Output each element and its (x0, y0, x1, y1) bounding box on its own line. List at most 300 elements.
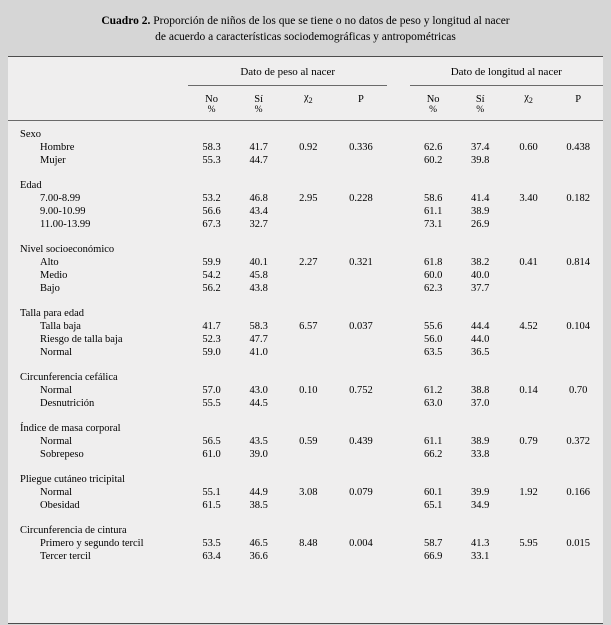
section-empty-cell (410, 364, 457, 384)
cell-length-si: 38.9 (471, 205, 490, 217)
cell-length-p (553, 205, 603, 218)
pct-si-length: % (476, 104, 485, 115)
section-empty-cell (334, 466, 387, 486)
cell-weight-chi (282, 205, 334, 218)
pct-p-weight-blank (334, 105, 387, 119)
section-empty-cell (282, 517, 334, 537)
empty-corner-3 (8, 105, 188, 119)
row-gap (387, 282, 409, 295)
cell-weight-p: 0.336 (349, 141, 373, 153)
cell-weight-chi (282, 397, 334, 410)
row-gap (387, 550, 409, 563)
cell-weight-p: 0.321 (349, 256, 373, 268)
section-empty-cell (457, 172, 504, 192)
row-label: Obesidad (40, 499, 80, 511)
pct-p-length-blank (553, 105, 603, 119)
col-header-p-weight: P (357, 93, 364, 105)
cell-weight-si: 46.8 (249, 192, 268, 204)
cell-weight-chi: 2.95 (299, 192, 318, 204)
group-header-row (8, 57, 603, 86)
cell-weight-si: 43.8 (249, 282, 268, 294)
row-label: Mujer (40, 154, 66, 166)
table-row (8, 346, 603, 359)
section-empty-cell (188, 466, 235, 486)
cell-weight-p: 0.228 (349, 192, 373, 204)
section-empty-cell (282, 415, 334, 435)
section-empty-cell (410, 120, 457, 141)
section-label: Nivel socioeconómico (20, 243, 115, 255)
section-empty-cell (410, 466, 457, 486)
empty-corner-2 (8, 85, 188, 105)
section-empty-cell (387, 517, 409, 537)
section-empty-cell (282, 172, 334, 192)
section-empty-cell (387, 236, 409, 256)
cell-length-chi (504, 550, 554, 563)
section-empty-cell (410, 236, 457, 256)
cell-length-chi (504, 448, 554, 461)
section-empty-cell (410, 300, 457, 320)
section-header-row (8, 415, 603, 435)
cell-length-no: 61.1 (423, 435, 443, 447)
group-header-weight: Dato de peso al nacer (188, 57, 387, 86)
cell-weight-si: 43.0 (249, 384, 268, 396)
row-gap (387, 269, 409, 282)
cell-weight-p: 0.037 (349, 320, 373, 332)
table-row (8, 550, 603, 563)
row-gap (387, 384, 409, 397)
cell-weight-si: 38.5 (249, 499, 268, 511)
cell-weight-chi (282, 218, 334, 231)
table-container (8, 56, 603, 624)
cell-length-no: 58.6 (423, 192, 443, 204)
cell-weight-p: 0.004 (349, 537, 373, 549)
section-label: Circunferencia de cintura (20, 524, 127, 536)
cell-length-si: 33.8 (471, 448, 490, 460)
cell-length-p (553, 154, 603, 167)
cell-length-chi (504, 346, 554, 359)
section-empty-cell (387, 172, 409, 192)
col-header-chi-weight: $\chi_2$ (303, 91, 313, 105)
cell-weight-p: 0.752 (349, 384, 373, 396)
cell-length-si: 39.9 (471, 486, 490, 498)
cell-length-p (553, 282, 603, 295)
cell-weight-no: 59.0 (202, 346, 221, 358)
cell-length-p: 0.438 (566, 141, 591, 153)
row-gap (387, 154, 409, 167)
cell-length-chi (504, 282, 554, 295)
cell-length-p (553, 269, 603, 282)
section-empty-cell (457, 517, 504, 537)
cell-weight-chi (282, 333, 334, 346)
cell-length-p: 0.166 (566, 486, 591, 498)
cell-length-p: 0.372 (566, 435, 591, 447)
table-row (8, 269, 603, 282)
cell-weight-si: 43.5 (249, 435, 268, 447)
cell-length-p: 0.104 (566, 320, 591, 332)
cell-weight-si: 44.5 (249, 397, 268, 409)
cell-length-p (553, 333, 603, 346)
row-gap (387, 537, 409, 550)
section-label: Índice de masa corporal (20, 422, 121, 434)
cell-length-no: 66.9 (423, 550, 443, 562)
table-row (8, 205, 603, 218)
row-label: Hombre (40, 141, 75, 153)
table-body (8, 120, 603, 568)
section-header-row (8, 300, 603, 320)
data-table (8, 57, 603, 568)
cell-length-no: 56.0 (423, 333, 443, 345)
cell-weight-si: 45.8 (249, 269, 268, 281)
section-empty-cell (553, 364, 603, 384)
cell-weight-no: 56.5 (202, 435, 221, 447)
section-empty-cell (334, 300, 387, 320)
row-label: Tercer tercil (40, 550, 91, 562)
cell-length-si: 39.8 (471, 154, 490, 166)
pct-no-length: % (429, 104, 438, 115)
cell-length-si: 36.5 (471, 346, 490, 358)
row-label: Talla baja (40, 320, 81, 332)
cell-length-no: 55.6 (423, 320, 443, 332)
section-empty-cell (334, 120, 387, 141)
cell-weight-p (334, 205, 387, 218)
row-gap (387, 448, 409, 461)
cell-weight-si: 46.5 (249, 537, 268, 549)
cell-weight-si: 43.4 (249, 205, 268, 217)
cell-weight-si: 44.9 (249, 486, 268, 498)
row-label: Desnutrición (40, 397, 95, 409)
section-empty-cell (457, 300, 504, 320)
cell-weight-p (334, 282, 387, 295)
section-empty-cell (188, 300, 235, 320)
cell-length-p (553, 550, 603, 563)
section-empty-cell (457, 120, 504, 141)
section-empty-cell (188, 415, 235, 435)
row-label: Medio (40, 269, 68, 281)
section-empty-cell (334, 172, 387, 192)
cell-weight-no: 55.1 (202, 486, 221, 498)
table-row (8, 333, 603, 346)
cell-weight-p (334, 333, 387, 346)
cell-length-si: 34.9 (471, 499, 490, 511)
cell-weight-no: 59.9 (202, 256, 221, 268)
cell-length-si: 41.4 (471, 192, 490, 204)
cell-length-chi (504, 205, 554, 218)
section-empty-cell (410, 172, 457, 192)
section-empty-cell (387, 120, 409, 141)
cell-length-no: 73.1 (423, 218, 443, 230)
cell-length-no: 62.3 (423, 282, 443, 294)
cell-length-p (553, 346, 603, 359)
section-empty-cell (235, 120, 282, 141)
cell-weight-chi (282, 346, 334, 359)
section-empty-cell (188, 236, 235, 256)
section-empty-cell (334, 517, 387, 537)
section-empty-cell (334, 415, 387, 435)
section-empty-cell (235, 236, 282, 256)
cell-weight-p (334, 218, 387, 231)
section-empty-cell (504, 172, 554, 192)
cell-length-chi: 5.95 (519, 537, 538, 549)
cell-length-chi: 0.79 (519, 435, 538, 447)
table-row (8, 192, 603, 205)
section-empty-cell (387, 364, 409, 384)
section-empty-cell (387, 300, 409, 320)
section-label: Pliegue cutáneo tricipital (20, 473, 125, 485)
cell-weight-chi (282, 550, 334, 563)
cell-weight-no: 54.2 (202, 269, 221, 281)
row-gap (387, 397, 409, 410)
cell-length-si: 40.0 (471, 269, 490, 281)
pct-no-weight: % (207, 104, 216, 115)
cell-weight-p (334, 550, 387, 563)
cell-length-si: 33.1 (471, 550, 490, 562)
cell-length-chi (504, 333, 554, 346)
column-header-row (8, 85, 603, 105)
row-label: 11.00-13.99 (40, 218, 91, 230)
section-empty-cell (235, 415, 282, 435)
col-header-si-weight: Sí (254, 93, 263, 105)
pct-chi-length-blank (504, 105, 554, 119)
cell-weight-chi (282, 282, 334, 295)
col-header-p-length: P (575, 93, 582, 105)
section-empty-cell (235, 364, 282, 384)
cell-length-chi (504, 397, 554, 410)
section-empty-cell (553, 517, 603, 537)
cell-length-no: 61.8 (423, 256, 443, 268)
cell-length-p: 0.70 (569, 384, 588, 396)
row-gap (387, 435, 409, 448)
section-empty-cell (504, 517, 554, 537)
cell-length-no: 61.1 (423, 205, 443, 217)
cell-weight-no: 67.3 (202, 218, 221, 230)
section-empty-cell (235, 466, 282, 486)
cell-weight-no: 56.2 (202, 282, 221, 294)
cell-weight-no: 56.6 (202, 205, 221, 217)
table-row (8, 499, 603, 512)
row-label: Bajo (40, 282, 60, 294)
table-row (8, 282, 603, 295)
cell-length-si: 37.7 (471, 282, 490, 294)
section-empty-cell (282, 466, 334, 486)
section-empty-cell (457, 415, 504, 435)
section-empty-cell (235, 300, 282, 320)
section-spacer (8, 563, 603, 568)
table-row (8, 154, 603, 167)
section-empty-cell (504, 364, 554, 384)
cell-weight-chi: 0.59 (299, 435, 318, 447)
cell-weight-si: 39.0 (249, 448, 268, 460)
section-empty-cell (553, 236, 603, 256)
cell-length-chi (504, 154, 554, 167)
cell-weight-chi (282, 499, 334, 512)
cell-length-no: 58.7 (423, 537, 443, 549)
section-empty-cell (282, 364, 334, 384)
cell-weight-chi: 2.27 (299, 256, 318, 268)
row-gap (387, 499, 409, 512)
cell-weight-p (334, 346, 387, 359)
group-gap (387, 57, 409, 86)
section-header-row (8, 364, 603, 384)
cell-length-chi: 0.41 (519, 256, 538, 268)
cell-weight-no: 53.5 (202, 537, 221, 549)
cell-length-si: 38.2 (471, 256, 490, 268)
section-empty-cell (457, 466, 504, 486)
section-empty-cell (282, 120, 334, 141)
row-label: Normal (40, 384, 73, 396)
section-empty-cell (188, 517, 235, 537)
cell-weight-no: 57.0 (202, 384, 221, 396)
cell-length-chi (504, 499, 554, 512)
section-header-row (8, 236, 603, 256)
section-empty-cell (553, 415, 603, 435)
cell-length-p (553, 218, 603, 231)
section-empty-cell (553, 300, 603, 320)
group-gap-2 (387, 85, 409, 105)
cell-weight-no: 55.3 (202, 154, 221, 166)
cell-length-si: 38.8 (471, 384, 490, 396)
section-empty-cell (188, 364, 235, 384)
row-label: Primero y segundo tercil (40, 537, 144, 549)
caption-line-2: de acuerdo a características sociodemográficas y antropométricas (155, 31, 456, 44)
cell-weight-si: 41.0 (249, 346, 268, 358)
section-empty-cell (282, 300, 334, 320)
row-label: 7.00-8.99 (40, 192, 81, 204)
section-empty-cell (387, 415, 409, 435)
section-label: Edad (20, 179, 42, 191)
cell-weight-si: 36.6 (249, 550, 268, 562)
cell-weight-si: 32.7 (249, 218, 268, 230)
cell-weight-p (334, 269, 387, 282)
cell-length-chi: 0.14 (519, 384, 538, 396)
cell-weight-no: 61.5 (202, 499, 221, 511)
cell-weight-p: 0.439 (349, 435, 373, 447)
section-empty-cell (504, 415, 554, 435)
table-row (8, 320, 603, 333)
spacer-cell (8, 563, 603, 568)
cell-length-p (553, 397, 603, 410)
cell-length-si: 38.9 (471, 435, 490, 447)
section-empty-cell (553, 120, 603, 141)
cell-weight-no: 61.0 (202, 448, 221, 460)
cell-weight-chi (282, 269, 334, 282)
row-label: Riesgo de talla baja (40, 333, 123, 345)
cell-length-no: 60.1 (423, 486, 443, 498)
cell-length-no: 62.6 (423, 141, 443, 153)
section-empty-cell (410, 415, 457, 435)
cell-length-chi (504, 269, 554, 282)
table-row (8, 218, 603, 231)
cell-length-chi: 3.40 (519, 192, 538, 204)
cell-length-si: 26.9 (471, 218, 490, 230)
section-header-row (8, 466, 603, 486)
col-header-chi-length: $\chi_2$ (524, 91, 533, 105)
section-empty-cell (504, 300, 554, 320)
cell-weight-no: 41.7 (202, 320, 221, 332)
cell-length-p (553, 499, 603, 512)
section-header-row (8, 517, 603, 537)
cell-length-chi: 0.60 (519, 141, 538, 153)
section-empty-cell (457, 364, 504, 384)
cell-weight-si: 47.7 (249, 333, 268, 345)
row-label: Normal (40, 435, 73, 447)
section-label: Circunferencia cefálica (20, 371, 118, 383)
section-empty-cell (410, 517, 457, 537)
section-empty-cell (504, 466, 554, 486)
cell-length-p: 0.015 (566, 537, 591, 549)
cell-length-p (553, 448, 603, 461)
row-gap (387, 346, 409, 359)
cell-length-no: 60.0 (423, 269, 443, 281)
section-label: Talla para edad (20, 307, 84, 319)
table-row (8, 486, 603, 499)
table-row (8, 384, 603, 397)
cell-weight-si: 58.3 (249, 320, 268, 332)
table-row (8, 141, 603, 154)
group-gap-3 (387, 105, 409, 119)
row-label: Normal (40, 346, 73, 358)
cell-weight-chi: 8.48 (299, 537, 318, 549)
table-row (8, 537, 603, 550)
section-empty-cell (553, 466, 603, 486)
row-gap (387, 333, 409, 346)
section-empty-cell (334, 364, 387, 384)
cell-length-no: 63.0 (423, 397, 443, 409)
table-row (8, 397, 603, 410)
table-head (8, 57, 603, 121)
cell-weight-p (334, 448, 387, 461)
cell-weight-p: 0.079 (349, 486, 373, 498)
table-caption (0, 0, 611, 56)
section-empty-cell (235, 172, 282, 192)
row-gap (387, 205, 409, 218)
row-gap (387, 192, 409, 205)
section-empty-cell (235, 517, 282, 537)
col-header-no-length: No (426, 93, 440, 105)
cell-weight-no: 58.3 (202, 141, 221, 153)
caption-line-1: Proporción de niños de los que se tiene o no datos de peso y longitud al nacer (153, 15, 510, 27)
cell-length-p: 0.182 (566, 192, 591, 204)
section-empty-cell (387, 466, 409, 486)
cell-length-no: 60.2 (423, 154, 443, 166)
row-label: Sobrepeso (40, 448, 84, 460)
cell-weight-chi: 0.10 (299, 384, 318, 396)
section-empty-cell (188, 172, 235, 192)
cell-length-no: 66.2 (423, 448, 443, 460)
cell-length-si: 37.0 (471, 397, 490, 409)
cell-weight-si: 40.1 (249, 256, 268, 268)
section-header-row (8, 120, 603, 141)
row-gap (387, 141, 409, 154)
cell-weight-no: 63.4 (202, 550, 221, 562)
section-label: Sexo (20, 128, 41, 140)
table-row (8, 256, 603, 269)
cell-weight-no: 55.5 (202, 397, 221, 409)
cell-weight-p (334, 154, 387, 167)
section-empty-cell (504, 120, 554, 141)
cell-weight-chi: 3.08 (299, 486, 318, 498)
cell-length-si: 44.4 (471, 320, 490, 332)
cell-weight-p (334, 397, 387, 410)
cell-weight-no: 53.2 (202, 192, 221, 204)
caption-number: Cuadro 2. (101, 15, 151, 27)
empty-corner (8, 57, 188, 86)
cell-weight-si: 41.7 (249, 141, 268, 153)
cell-length-p: 0.814 (566, 256, 591, 268)
cell-length-si: 37.4 (471, 141, 490, 153)
cell-length-chi: 1.92 (519, 486, 538, 498)
cell-length-chi (504, 218, 554, 231)
row-label: Normal (40, 486, 73, 498)
